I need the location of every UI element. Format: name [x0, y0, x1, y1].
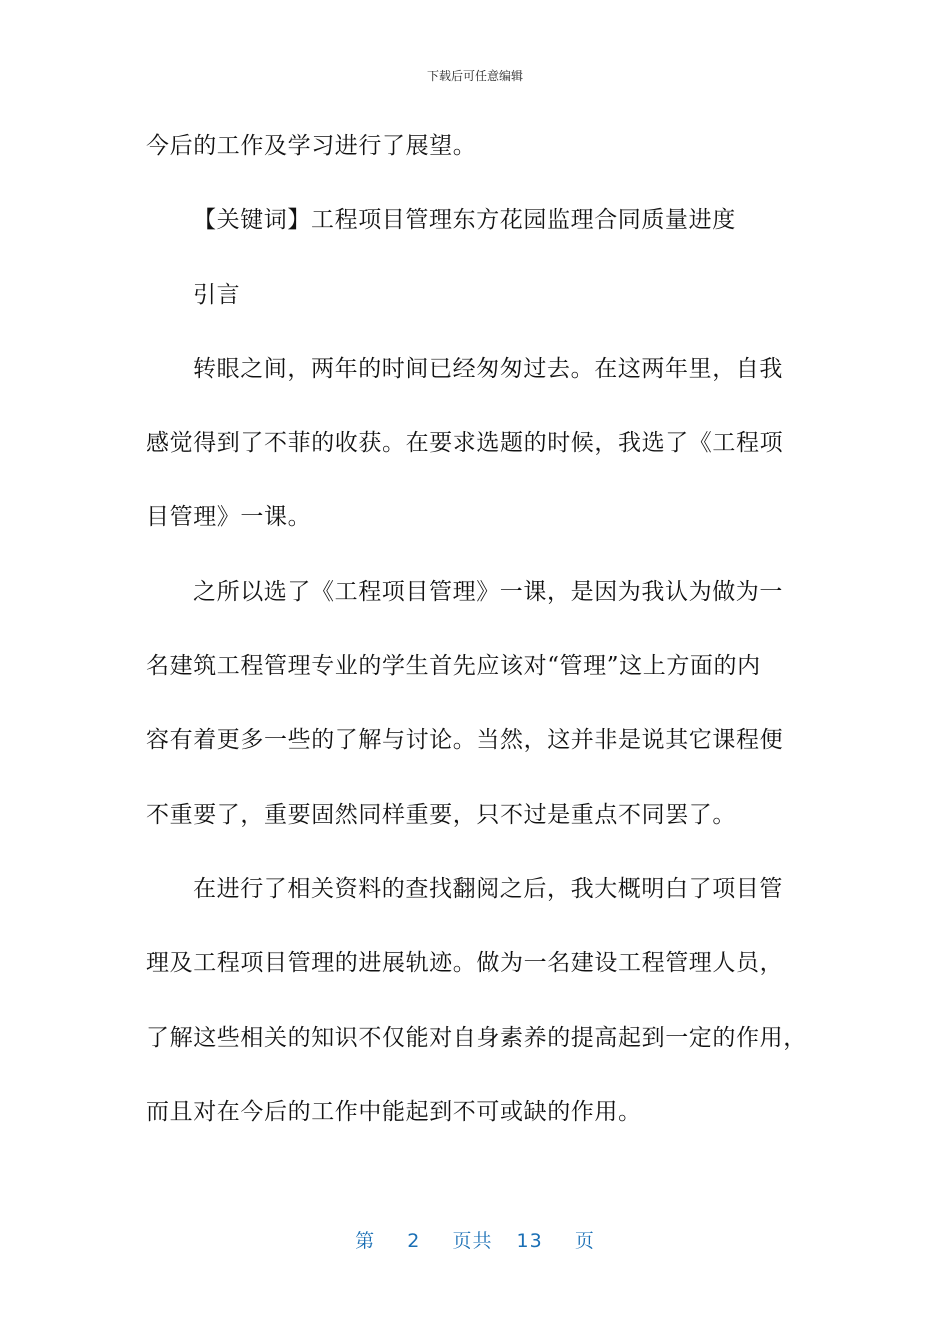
text-line: 名建筑工程管理专业的学生首先应该对“管理”这上方面的内: [146, 653, 761, 680]
page-total-number: 13: [516, 1230, 543, 1252]
text-line: 不重要了，重要固然同样重要，只不过是重点不同罢了。: [146, 801, 736, 828]
page-middle-label: 页共: [452, 1230, 493, 1252]
document-body: [146, 124, 808, 1164]
text-line: 理及工程项目管理的进展轨迹。做为一名建设工程管理人员，: [146, 950, 784, 977]
text-line: 之所以选了《工程项目管理》一课，是因为我认为做为一: [193, 578, 783, 605]
page-suffix: 页: [574, 1230, 595, 1252]
page-header-note: 下载后可任意编辑: [426, 69, 523, 83]
text-line: 容有着更多一些的了解与讨论。当然，这并非是说其它课程便: [146, 727, 784, 754]
text-line: 【关键词】工程项目管理东方花园监理合同质量进度: [193, 207, 736, 234]
page-footer: [0, 1226, 950, 1253]
text-line: 了解这些相关的知识不仅能对自身素养的提高起到一定的作用，: [146, 1024, 807, 1051]
page-prefix: 第: [355, 1230, 376, 1252]
page-current-number: 2: [407, 1230, 421, 1252]
text-line: 今后的工作及学习进行了展望。: [146, 133, 477, 159]
text-line: 引言: [193, 281, 241, 308]
text-line: 在进行了相关资料的查找翻阅之后，我大概明白了项目管: [193, 875, 783, 902]
text-line: 转眼之间，两年的时间已经匆匆过去。在这两年里，自我: [193, 355, 783, 382]
text-line: 感觉得到了不菲的收获。在要求选题的时候，我选了《工程项: [146, 430, 784, 457]
text-line: 而且对在今后的工作中能起到不可或缺的作用。: [146, 1098, 642, 1125]
text-line: 目管理》一课。: [146, 504, 312, 531]
